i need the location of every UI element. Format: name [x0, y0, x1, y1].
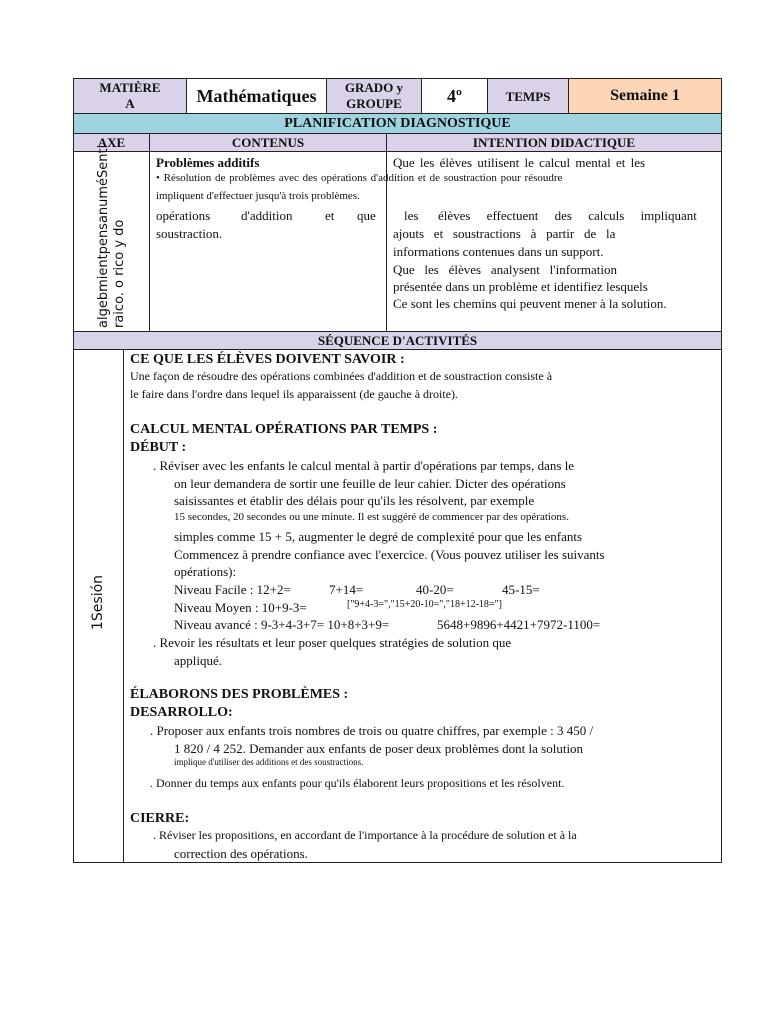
temps-label: TEMPS [505, 88, 551, 104]
debut-line1: . Réviser avec les enfants le calcul mental à partir d'opérations par temps, dans le [153, 458, 575, 473]
debut-line2: on leur demandera de sortir une feuille de leur cahier. Dicter des opérations [174, 476, 566, 491]
desarrollo-line1: . Proposer aux enfants trois nombres de trois ou quatre chiffres, par exemple : 3 450 / [150, 723, 594, 738]
cierre-line1: . Réviser les propositions, en accordant de l'importance à la procédure de solution et à la [153, 828, 577, 842]
debut-label: DÉBUT : [130, 440, 187, 455]
niveau-avance-ops: 5648+9896+4421+7972-1100= [437, 617, 601, 632]
niveau-facile-op3: 40-20= [416, 582, 454, 597]
contenus-line3a: opérations [156, 208, 211, 223]
intention-header [386, 133, 722, 152]
intention-label: INTENTION DIDACTIQUE [472, 135, 636, 150]
contenus-title: Problèmes additifs [156, 155, 260, 170]
sequence-title: SÉQUENCE D'ACTIVITÉS [317, 333, 478, 348]
savoir-title: CE QUE LES ÉLÈVES DOIVENT SAVOIR : [130, 352, 405, 367]
axe-text-line2: raico. o rico y do [112, 219, 127, 328]
debut-line4: 15 secondes, 20 secondes ou une minute. Il est suggéré de commencer par des opérations. [174, 511, 569, 523]
intention-line6: présentée dans un problème et identifiez lesquels [393, 279, 648, 294]
contenus-line4: soustraction. [156, 226, 223, 241]
debut-line6: Commencez à prendre confiance avec l'exercice. (Vous pouvez utiliser les suivants [174, 547, 605, 562]
desarrollo-label: DESARROLLO: [130, 705, 233, 720]
savoir-line1: Une façon de résoudre des opérations combinées d'addition et de soustraction consiste à [130, 369, 553, 383]
debut-line5: simples comme 15 + 5, augmenter le degré de complexité pour que les enfants [174, 529, 583, 544]
axe-text-line1: algebmientpensanuméSenti [96, 144, 111, 328]
week-value: Semaine 1 [610, 87, 680, 104]
savoir-line2: le faire dans l'ordre dans lequel ils apparaissent (de gauche à droite). [130, 387, 459, 401]
contenus-line3d: que [357, 208, 376, 223]
contenus-line3c: et [325, 208, 335, 223]
sequence-title-bar [73, 331, 722, 350]
matiere-label: MATIÈRE [99, 80, 161, 95]
contenus-line2: impliquent d'effectuer jusqu'à trois problèmes. [156, 190, 360, 202]
revoir-line2: appliqué. [174, 653, 223, 668]
grade-cell [421, 78, 488, 114]
intention-line1: Que les élèves utilisent le calcul mental et les [393, 155, 646, 170]
week-cell [568, 78, 722, 114]
intention-line5: Que les élèves analysent l'information [393, 262, 618, 277]
debut-line3: saisissantes et établir des délais pour qu'ils les résolvent, par exemple [174, 493, 535, 508]
contenus-header [149, 133, 387, 152]
contenus-label: CONTENUS [231, 135, 305, 150]
cierre-label: CIERRE: [130, 811, 190, 826]
session-label: 1Sesión [90, 574, 106, 630]
groupe-label: GROUPE [346, 96, 402, 111]
niveau-moyen: Niveau Moyen : 10+9-3= [174, 600, 307, 615]
contenus-bullet: • Résolution de problèmes avec des opérations d'addition et de soustraction pour résoudre [156, 172, 563, 184]
axe-header [73, 133, 150, 152]
niveau-avance: Niveau avancé : 9-3+4-3+7= 10+8+3+9= [174, 617, 390, 632]
subject-cell [186, 78, 327, 114]
axe-label: AXE [97, 135, 126, 150]
niveau-facile-op2: 7+14= [329, 582, 364, 597]
grade-value: 4º [447, 85, 462, 106]
planning-title-bar [73, 113, 722, 134]
cierre-line2: correction des opérations. [174, 846, 308, 861]
intention-line4: informations contenues dans un support. [393, 244, 604, 259]
desarrollo-line4: . Donner du temps aux enfants pour qu'ils élaborent leurs propositions et les résolvent. [150, 776, 565, 790]
debut-line7: opérations): [174, 564, 237, 579]
calc-title: CALCUL MENTAL OPÉRATIONS PAR TEMPS : [130, 422, 438, 437]
desarrollo-line3: implique d'utiliser des additions et des soustractions. [174, 757, 364, 767]
niveau-facile: Niveau Facile : 12+2= [174, 582, 291, 597]
revoir-line1: . Revoir les résultats et leur poser quelques stratégies de solution que [153, 635, 512, 650]
contenus-line3b: d'addition [241, 208, 293, 223]
matiere-cell [73, 78, 187, 114]
grado-cell [326, 78, 422, 114]
intention-line7: Ce sont les chemins qui peuvent mener à la solution. [393, 296, 667, 311]
matiere-label-2: A [125, 96, 135, 111]
intention-line2: les élèves effectuent des calculs impliquant [404, 208, 697, 223]
niveau-facile-op4: 45-15= [502, 582, 540, 597]
desarrollo-line2: 1 820 / 4 252. Demander aux enfants de poser deux problèmes dont la solution [174, 741, 584, 756]
temps-cell [487, 78, 569, 114]
intention-line3: ajouts et soustractions à partir de la [393, 226, 616, 241]
niveau-moyen-ops: ["9+4-3=","15+20-10=","18+12-18="] [347, 599, 502, 610]
planning-title: PLANIFICATION DIAGNOSTIQUE [284, 115, 511, 131]
elab-title: ÉLABORONS DES PROBLÈMES : [130, 687, 349, 702]
grado-label: GRADO y [344, 80, 404, 95]
subject-value: Mathématiques [196, 85, 317, 106]
